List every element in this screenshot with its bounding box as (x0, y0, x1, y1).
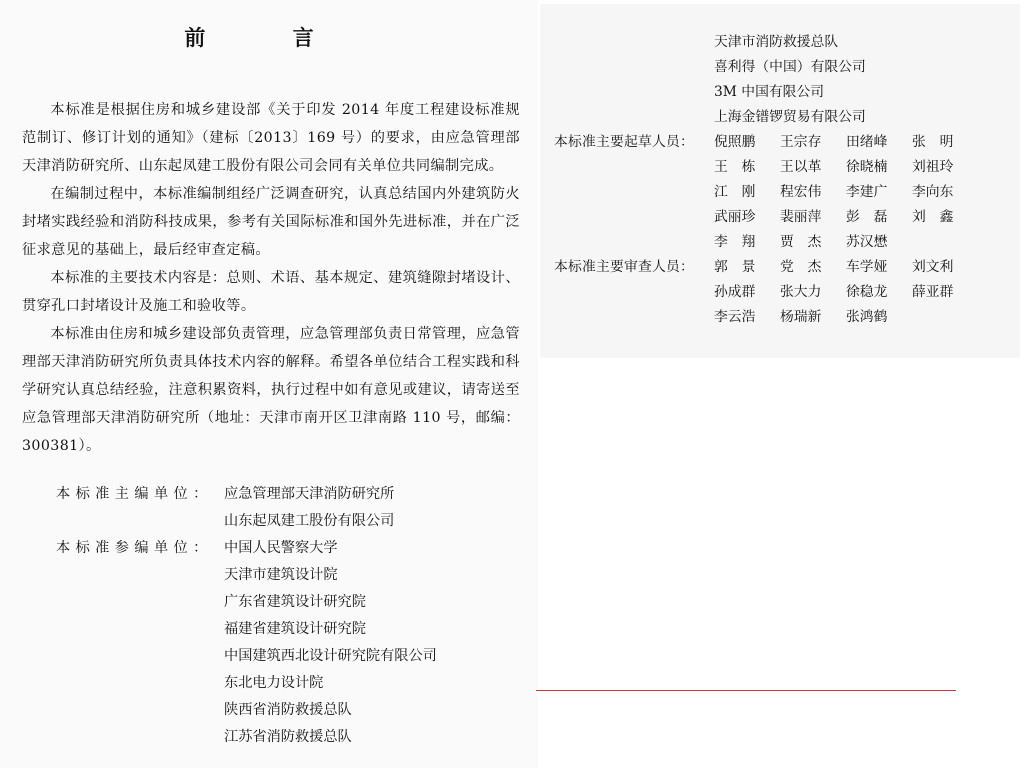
person-name: 苏汉懋 (846, 234, 888, 250)
drafters-block (554, 130, 978, 255)
unit-name: 福建省建筑设计研究院 (224, 621, 366, 637)
preface-body (22, 96, 520, 460)
person-name: 田绪峰 (846, 134, 888, 150)
person-name: 张 明 (912, 134, 954, 150)
reviewers-names (714, 255, 978, 330)
paragraph: 本标准的主要技术内容是：总则、术语、基本规定、建筑缝隙封堵设计、贯穿孔口封堵设计及施工和验收等。 (22, 270, 520, 314)
person-name: 王 栋 (714, 159, 756, 175)
reviewers-label: 本标准主要审查人员： (554, 259, 694, 275)
paragraph: 本标准是根据住房和城乡建设部《关于印发 2014 年度工程建设标准规范制订、修订计划的通知》（建标〔2013〕169 号）的要求，由应急管理部天津消防研究所、山东起凤建工股份有限公司会同有关单位共同编制完成。 (22, 102, 520, 174)
person-name: 刘 鑫 (912, 209, 954, 225)
paragraph: 本标准由住房和城乡建设部负责管理，应急管理部负责日常管理，应急管理部天津消防研究所负责具体技术内容的解释。希望各单位结合工程实践和科学研究认真总结经验，注意积累资料，执行过程中如有意见或建议，请寄送至应急管理部天津消防研究所（地址：天津市南开区卫津南路 110 号，邮编：300381）。 (22, 326, 520, 454)
participating-units (224, 535, 437, 745)
person-name: 程宏伟 (780, 184, 822, 200)
person-name: 李建广 (846, 184, 888, 200)
unit-name: 东北电力设计院 (224, 675, 324, 691)
page-title: 前 言 (184, 26, 354, 50)
chief-editor-units (224, 481, 395, 529)
paragraph: 在编制过程中，本标准编制组经广泛调查研究，认真总结国内外建筑防火封堵实践经验和消防科技成果，参考有关国际标准和国外先进标准，并在广泛征求意见的基础上，最后经审查定稿。 (22, 186, 520, 258)
divider-line (536, 690, 956, 691)
person-name: 江 刚 (714, 184, 756, 200)
person-name: 贾 杰 (780, 234, 822, 250)
participating-block (56, 535, 526, 745)
person-name: 孙成群 (714, 284, 756, 300)
person-name: 王宗存 (780, 134, 822, 150)
person-name: 武丽珍 (714, 209, 756, 225)
unit-name: 3M 中国有限公司 (714, 84, 825, 100)
person-name: 张大力 (780, 284, 822, 300)
chief-editor-block (56, 481, 526, 529)
unit-name: 广东省建筑设计研究院 (224, 594, 366, 610)
person-name: 郭 景 (714, 259, 756, 275)
unit-name: 上海金镨锣贸易有限公司 (714, 109, 866, 125)
unit-name: 山东起凤建工股份有限公司 (224, 513, 395, 529)
right-content (554, 30, 978, 330)
unit-name: 陕西省消防救援总队 (224, 702, 352, 718)
person-name: 徐稳龙 (846, 284, 888, 300)
person-name: 裴丽萍 (780, 209, 822, 225)
unit-name: 喜利得（中国）有限公司 (714, 59, 866, 75)
person-name: 李 翔 (714, 234, 756, 250)
person-name: 车学娅 (846, 259, 888, 275)
person-name: 刘文利 (912, 259, 954, 275)
participating-label: 本标准参编单位： (56, 540, 213, 556)
person-name: 李云浩 (714, 309, 756, 325)
person-name: 薛亚群 (912, 284, 954, 300)
unit-name: 天津市消防救援总队 (714, 34, 839, 50)
right-page (538, 0, 1024, 768)
person-name: 杨瑞新 (780, 309, 822, 325)
unit-name: 应急管理部天津消防研究所 (224, 486, 395, 502)
drafters-names (714, 130, 978, 255)
participating-units-continued (714, 30, 978, 130)
chief-editor-label: 本标准主编单位： (56, 486, 213, 502)
person-name: 彭 磊 (846, 209, 888, 225)
person-name: 倪照鹏 (714, 134, 756, 150)
person-name: 刘祖玲 (912, 159, 954, 175)
person-name: 党 杰 (780, 259, 822, 275)
person-name: 王以革 (780, 159, 822, 175)
reviewers-block (554, 255, 978, 330)
person-name: 张鸿鹤 (846, 309, 888, 325)
person-name: 徐晓楠 (846, 159, 888, 175)
unit-name: 天津市建筑设计院 (224, 567, 338, 583)
person-name: 李向东 (912, 184, 954, 200)
unit-name: 中国建筑西北设计研究院有限公司 (224, 648, 437, 664)
unit-name: 江苏省消防救援总队 (224, 729, 352, 745)
unit-name: 中国人民警察大学 (224, 540, 338, 556)
drafters-label: 本标准主要起草人员： (554, 134, 694, 150)
